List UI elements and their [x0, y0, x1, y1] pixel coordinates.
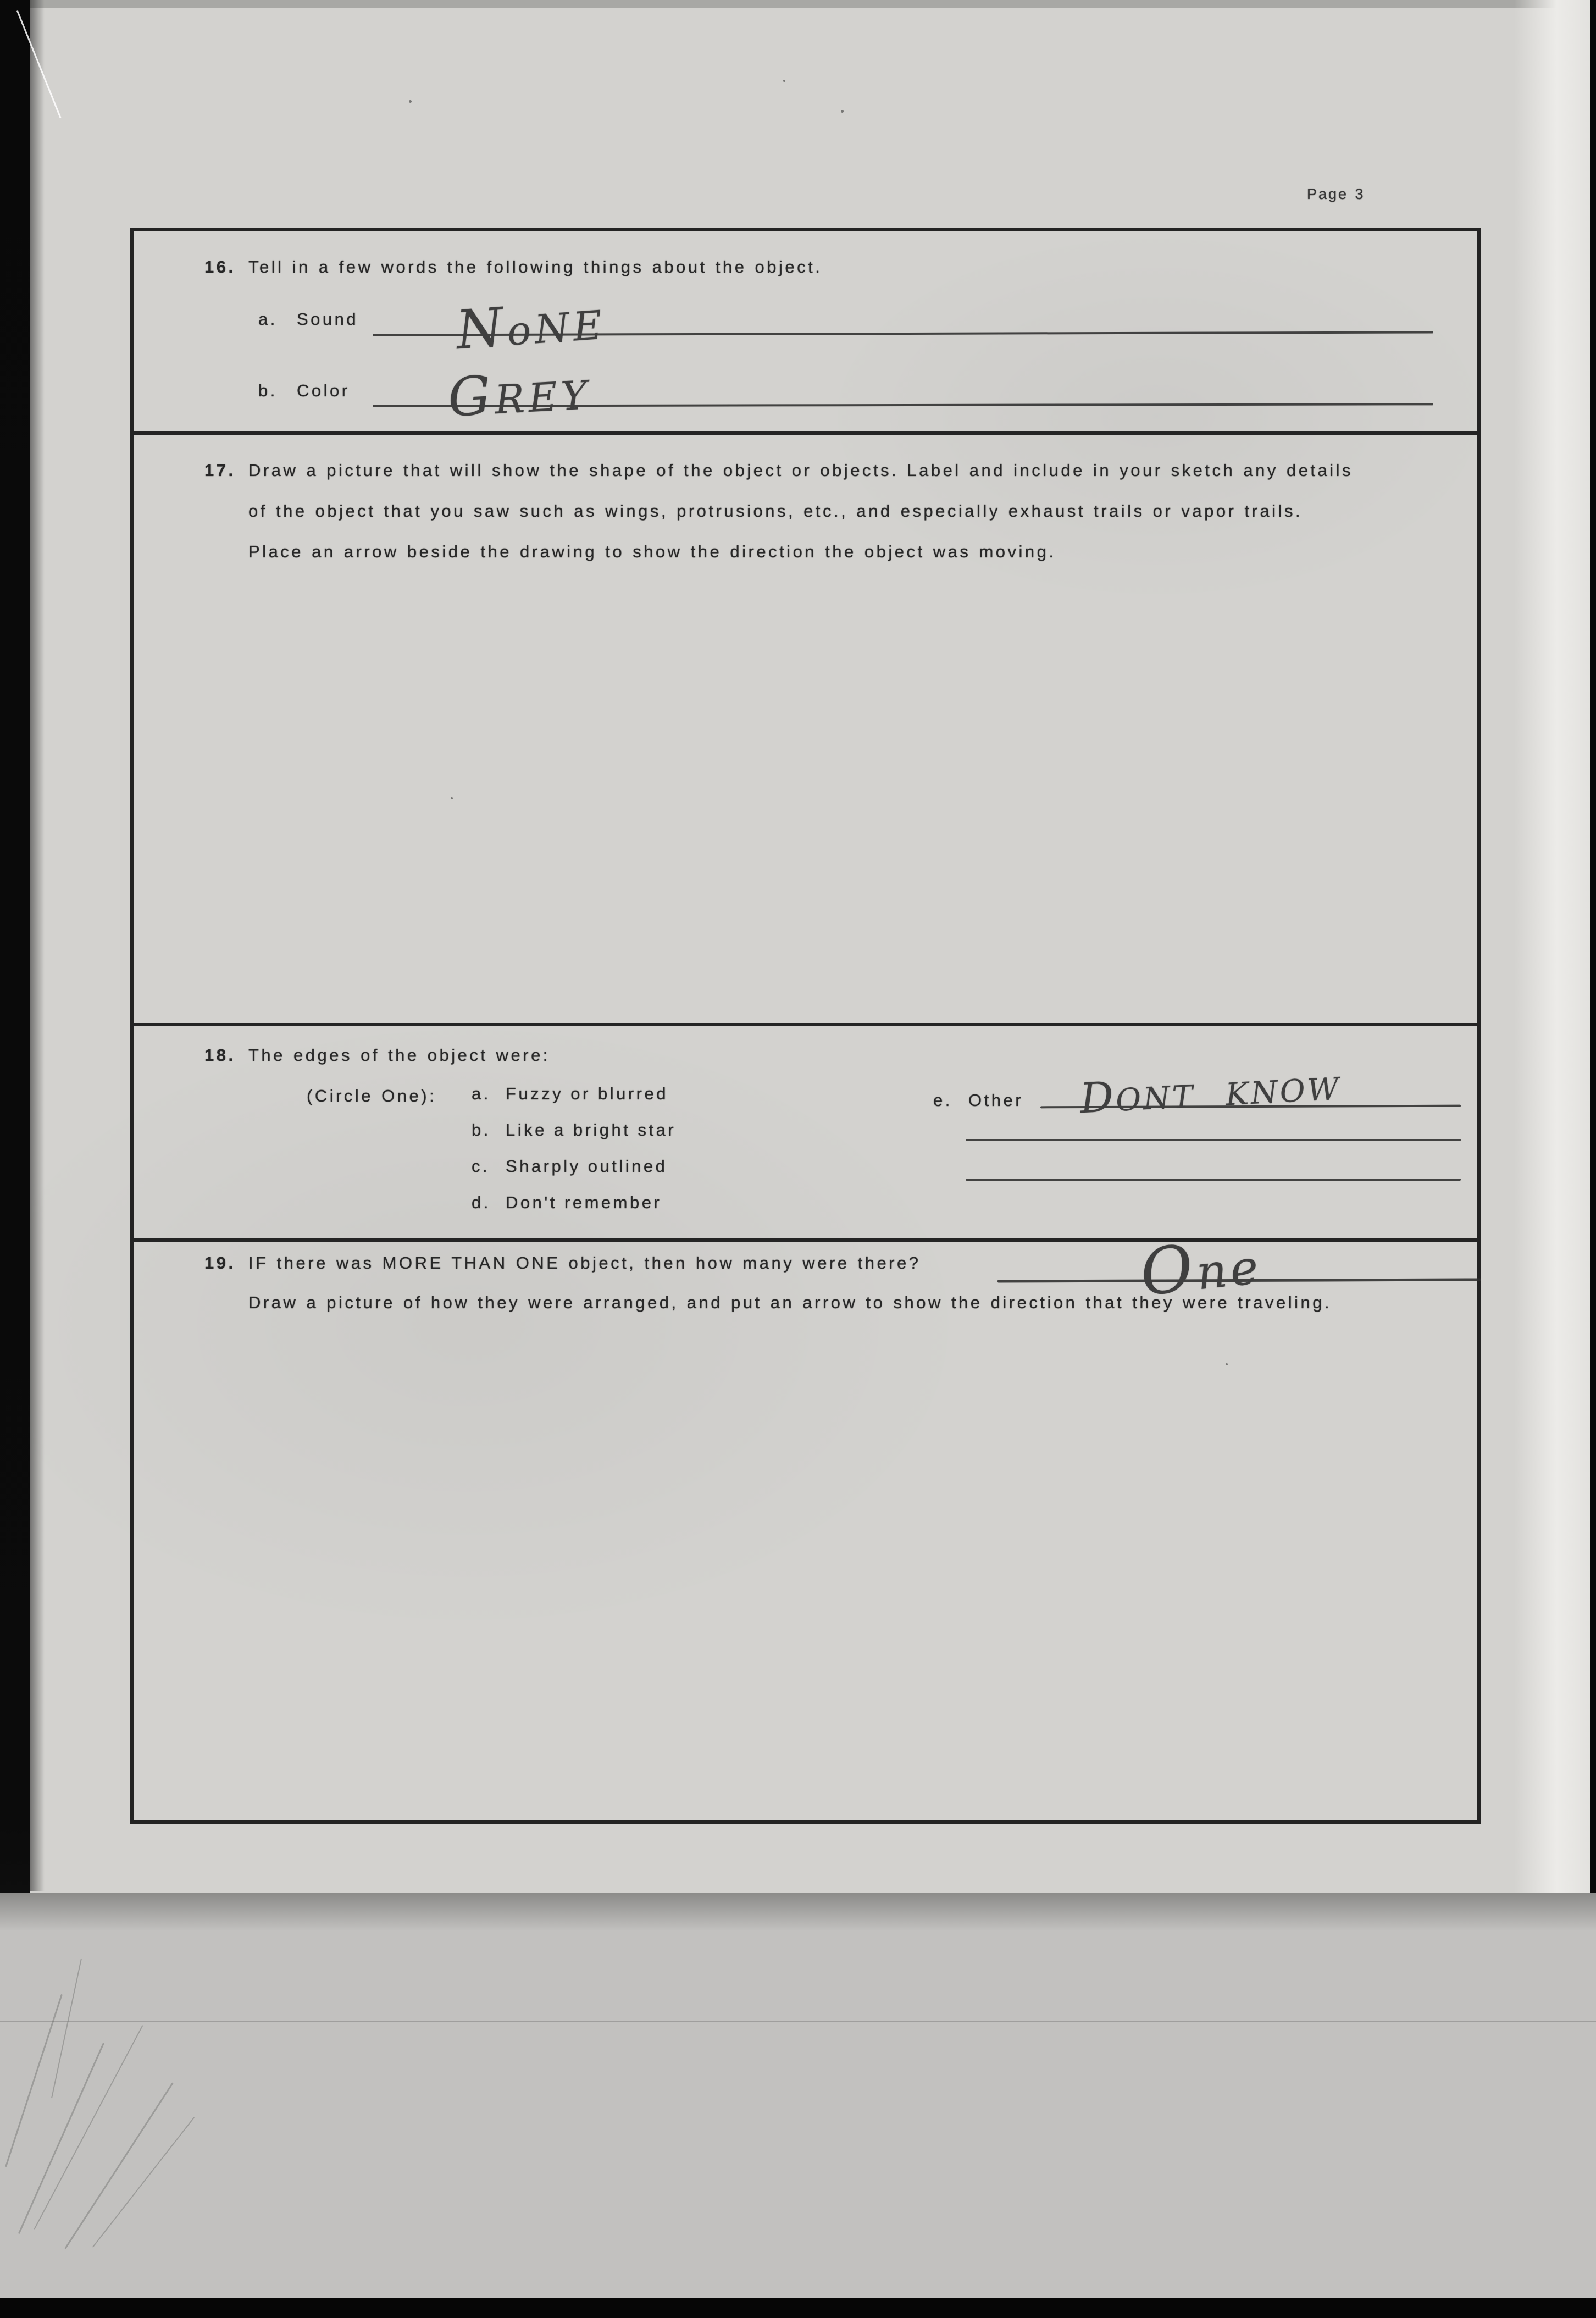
q18-option-b-label: Like a bright star	[506, 1120, 677, 1139]
q16b-label: Color	[297, 381, 350, 400]
q18-option-b-letter: b.	[472, 1120, 491, 1139]
q18-option-c-label: Sharply outlined	[506, 1157, 668, 1176]
q18-text: The edges of the object were:	[248, 1045, 550, 1065]
q19-text: IF there was MORE THAN ONE object, then how many were there?	[248, 1253, 921, 1273]
q18-options	[472, 1084, 676, 1229]
q16a-label: Sound	[297, 309, 359, 329]
q16a-answer-handwriting: NoNE	[454, 296, 608, 362]
q18-option-d	[472, 1193, 676, 1229]
speck	[841, 110, 844, 113]
q18-option-a-label: Fuzzy or blurred	[506, 1084, 668, 1103]
q18e-letter: e.	[933, 1091, 952, 1110]
q18-option-a	[472, 1084, 676, 1120]
q18-circle-one-label: (Circle One):	[307, 1086, 437, 1105]
q16-number: 16.	[204, 257, 236, 276]
q19-drawing-area	[137, 1336, 1473, 1814]
backing-board	[0, 1893, 1596, 2318]
q18-option-a-letter: a.	[472, 1084, 491, 1103]
speck	[409, 100, 412, 103]
film-left-edge-fade	[30, 0, 45, 1891]
film-bottom-edge	[0, 2298, 1596, 2318]
q18-blank-line-2	[966, 1179, 1461, 1181]
q18-option-c-letter: c.	[472, 1157, 490, 1176]
q18-blank-line-1	[966, 1139, 1461, 1141]
q18-number: 18.	[204, 1045, 236, 1065]
q18-option-d-letter: d.	[472, 1193, 491, 1212]
q17-drawing-area	[137, 577, 1473, 1017]
q18e-answer-handwriting: DONT KNOW	[1079, 1071, 1342, 1123]
divider-q16-q17	[134, 431, 1477, 435]
divider-q17-q18	[134, 1023, 1477, 1026]
q19-answer-handwriting: One	[1137, 1231, 1265, 1311]
q16a-letter: a.	[258, 309, 278, 329]
q19-number: 19.	[204, 1253, 236, 1273]
q18-option-d-label: Don't remember	[506, 1193, 662, 1212]
q16b-answer-handwriting: GREY	[446, 364, 592, 429]
q18e-label: Other	[968, 1091, 1024, 1110]
divider-q18-q19	[134, 1238, 1477, 1242]
paper-bottom-shadow	[0, 1893, 1596, 1931]
film-right-edge	[1590, 0, 1596, 1902]
paper-top-shadow	[30, 0, 1596, 8]
q19-instruction-text: Draw a picture of how they were arranged, and put an arrow to show the direction that they were traveling.	[248, 1293, 1332, 1312]
q16b-letter: b.	[258, 381, 278, 400]
q17-text-line-2: of the object that you saw such as wings, protrusions, etc., and especially exhaust trails or vapor trails.	[248, 501, 1303, 521]
q17-number: 17.	[204, 461, 236, 480]
q18-option-b	[472, 1120, 676, 1157]
backing-hairline	[0, 2021, 1596, 2022]
q17-text-line-1: Draw a picture that will show the shape of the object or objects. Label and include in your sketch any details	[248, 461, 1354, 480]
speck	[783, 80, 785, 82]
page-number-label: Page 3	[1307, 186, 1365, 202]
q16-text: Tell in a few words the following things about the object.	[248, 257, 823, 276]
q17-text-line-3: Place an arrow beside the drawing to show the direction the object was moving.	[248, 542, 1056, 561]
film-left-edge	[0, 0, 30, 1899]
paper-right-edge-highlight	[1514, 0, 1591, 1893]
q18-option-c	[472, 1157, 676, 1193]
